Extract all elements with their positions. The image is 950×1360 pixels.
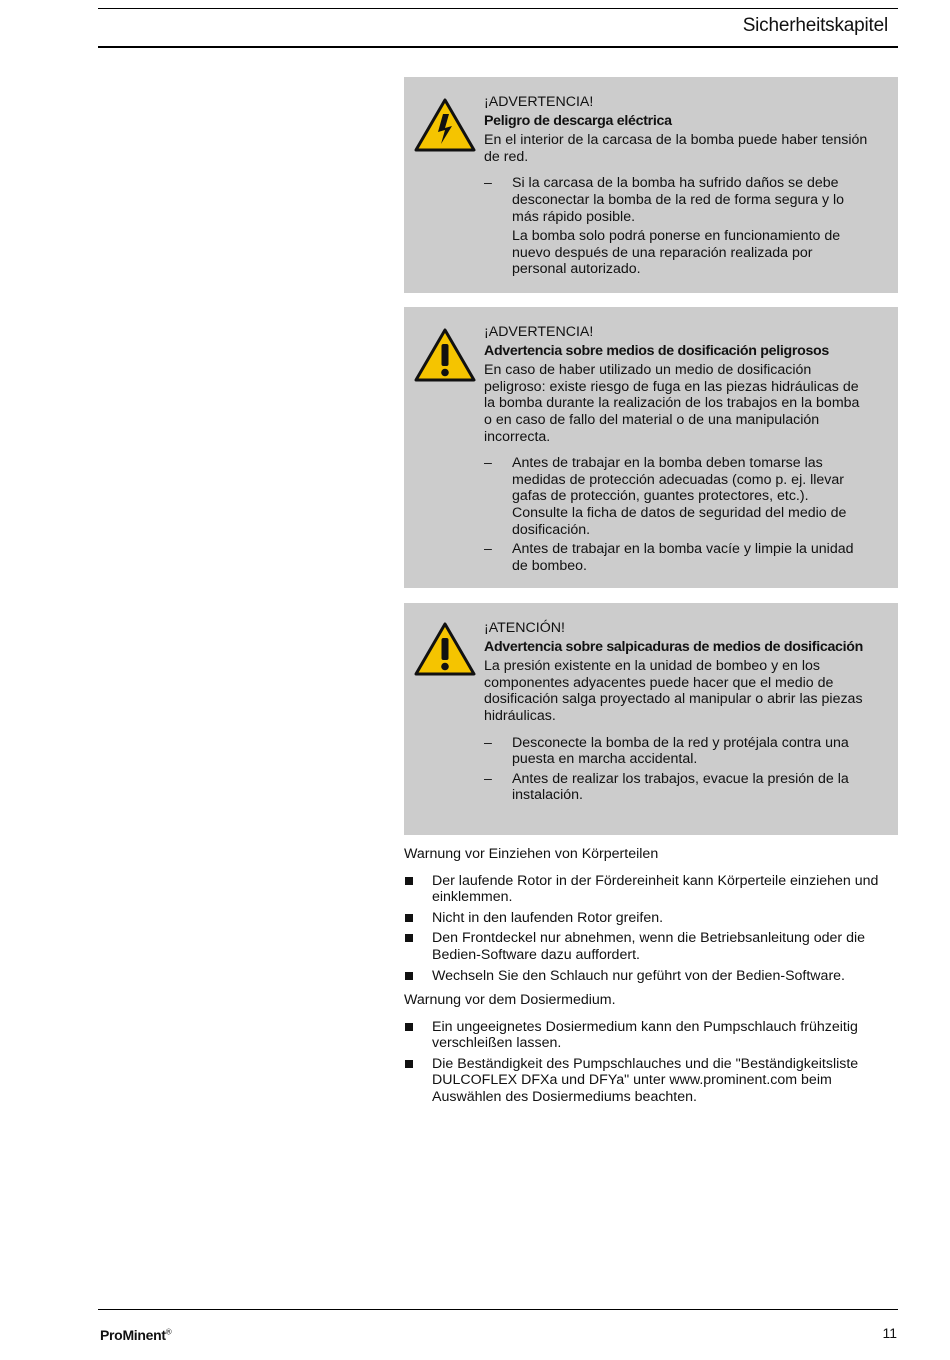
warning-box-splashing [404, 603, 898, 835]
square-bullet-icon [405, 934, 413, 942]
logo-text: ProMinent [100, 1327, 166, 1343]
page-number: 11 [882, 1325, 897, 1341]
registered-mark: ® [165, 1327, 172, 1337]
warning-title: Advertencia sobre medios de dosificación peligrosos [484, 342, 830, 359]
dash-marker: – [484, 541, 492, 558]
section-heading: Warnung vor dem Dosiermedium. [404, 992, 616, 1008]
warning-step [484, 771, 868, 804]
list-item-text: Ein ungeeignetes Dosiermedium kann den Pumpschlauch frühzeitig verschleißen lassen. [432, 1018, 858, 1052]
section-dosing-medium [404, 992, 898, 1110]
step-text: La bomba solo podrá ponerse en funcionamiento de nuevo después de una reparación realizada por personal autorizado. [512, 228, 841, 278]
step-text: Desconecte la bomba de la red y protéjala contra una puesta en marcha accidental. [512, 734, 849, 768]
list-item [404, 873, 898, 906]
footer-rule [98, 1309, 898, 1310]
warning-body: En el interior de la carcasa de la bomba puede haber tensión de red. [484, 132, 868, 165]
square-bullet-icon [405, 1060, 413, 1068]
list-item-text: Wechseln Sie den Schlauch nur geführt von der Bedien-Software. [432, 967, 845, 984]
step-text: Antes de trabajar en la bomba deben tomarse las medidas de protección adecuadas (como p. ej. llevar gafas de protección, guantes protectores, etc.). Consulte la ficha de datos de seguridad del medio de dosificación. [512, 455, 847, 538]
square-bullet-icon [405, 972, 413, 980]
warning-step [484, 541, 868, 574]
step-text: Antes de trabajar en la bomba vacíe y limpie la unidad de bombeo. [512, 541, 854, 574]
list-item-text: Die Beständigkeit des Pumpschlauches und die "Beständigkeitsliste DULCOFLEX DFXa und DFYa" unter www.prominent.com beim Auswählen des Dosiermediums beachten. [432, 1055, 859, 1105]
warning-signal-word: ¡ADVERTENCIA! [484, 324, 594, 340]
list-item [404, 930, 898, 963]
warning-box-electric [404, 77, 898, 293]
list-item-text: Den Frontdeckel nur abnehmen, wenn die Betriebsanleitung oder die Bedien-Software dazu auffordert. [432, 930, 865, 963]
square-bullet-icon [405, 914, 413, 922]
warning-signal-word: ¡ADVERTENCIA! [484, 94, 594, 110]
list-item [404, 968, 898, 985]
warning-title: Advertencia sobre salpicaduras de medios de dosificación [484, 638, 864, 655]
section-heading: Warnung vor Einziehen von Körperteilen [404, 846, 659, 862]
list-item [404, 1019, 898, 1052]
dash-marker: – [484, 734, 492, 751]
warning-box-dosing-media [404, 307, 898, 588]
page-header-title: Sicherheitskapitel [742, 15, 888, 36]
prominent-logo [100, 1327, 171, 1343]
square-bullet-icon [405, 877, 413, 885]
list-item-text: Der laufende Rotor in der Fördereinheit kann Körperteile einziehen und einklemmen. [432, 872, 879, 906]
top-rule [98, 8, 898, 9]
exclamation-warning-icon [413, 621, 477, 677]
list-item [404, 1056, 898, 1106]
list-item-text: Nicht in den laufenden Rotor greifen. [432, 909, 664, 926]
step-text: Antes de realizar los trabajos, evacue la presión de la instalación. [512, 770, 849, 804]
square-bullet-icon [405, 1023, 413, 1031]
dash-marker: – [484, 455, 492, 472]
electric-shock-warning-icon [413, 97, 477, 153]
header-rule [98, 46, 898, 48]
dash-marker: – [484, 175, 492, 192]
warning-step [484, 455, 868, 538]
warning-step [484, 735, 868, 768]
warning-body: La presión existente en la unidad de bombeo y en los componentes adyacentes puede hacer que el medio de dosificación salga proyectado al manipular o abrir las piezas hidráulicas. [484, 658, 863, 724]
exclamation-warning-icon [413, 327, 477, 383]
warning-title: Peligro de descarga eléctrica [484, 112, 672, 129]
step-text: Si la carcasa de la bomba ha sufrido daños se debe desconectar la bomba de la red de forma segura y lo más rápido posible. [512, 175, 845, 225]
warning-body: En caso de haber utilizado un medio de dosificación peligroso: existe riesgo de fuga en las piezas hidráulicas de la bomba durante la realización de los trabajos en la bomba o en caso de fallo del material o de una manipulación incorrecta. [484, 362, 860, 445]
warning-step [484, 175, 868, 278]
warning-signal-word: ¡ATENCIÓN! [484, 620, 565, 636]
section-body-parts [404, 846, 898, 988]
list-item [404, 910, 898, 927]
dash-marker: – [484, 770, 492, 787]
